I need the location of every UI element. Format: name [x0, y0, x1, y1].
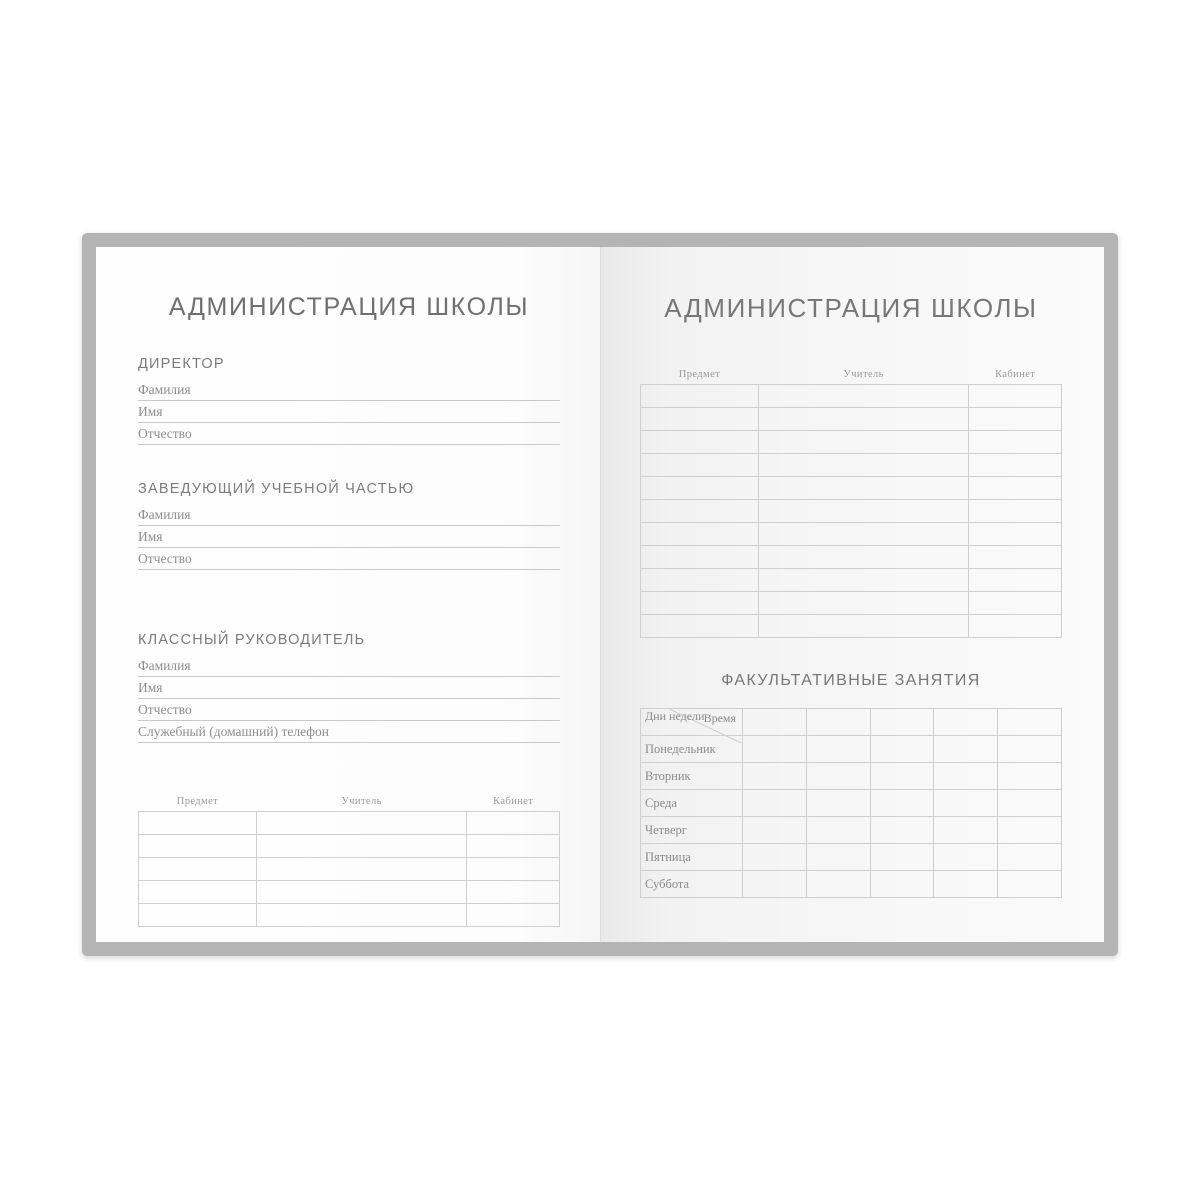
table-cell[interactable]: [641, 500, 759, 523]
day-slot-cell[interactable]: [934, 763, 998, 790]
teacher-patronymic-field[interactable]: [138, 699, 560, 721]
table-row: [139, 881, 560, 904]
teacher-phone-field[interactable]: [138, 721, 560, 743]
table-cell[interactable]: [758, 500, 969, 523]
day-slot-cell[interactable]: [934, 844, 998, 871]
day-label-cell: Вторник: [641, 763, 743, 790]
table-cell[interactable]: [969, 431, 1062, 454]
table-row: [641, 385, 1062, 408]
day-label-cell: Среда: [641, 790, 743, 817]
table-cell[interactable]: [969, 500, 1062, 523]
day-slot-cell[interactable]: [870, 817, 934, 844]
day-slot-cell[interactable]: [743, 790, 807, 817]
table-cell[interactable]: [256, 812, 467, 835]
day-slot-cell[interactable]: [998, 736, 1062, 763]
table-cell[interactable]: [758, 546, 969, 569]
teacher-firstname-field[interactable]: [138, 677, 560, 699]
table-row: [641, 523, 1062, 546]
left-page-title: АДМИНИСТРАЦИЯ ШКОЛЫ: [168, 293, 530, 321]
table-cell[interactable]: [758, 385, 969, 408]
day-slot-cell[interactable]: [806, 844, 870, 871]
day-slot-cell[interactable]: [998, 844, 1062, 871]
head-lastname-field[interactable]: [138, 504, 560, 526]
day-slot-cell[interactable]: [806, 736, 870, 763]
day-slot-cell[interactable]: [998, 871, 1062, 898]
table-cell[interactable]: [758, 477, 969, 500]
day-slot-cell[interactable]: [743, 763, 807, 790]
day-slot-cell[interactable]: [870, 844, 934, 871]
table-row: [641, 592, 1062, 615]
day-label-cell: Четверг: [641, 817, 743, 844]
table-cell[interactable]: [467, 904, 560, 927]
table-cell[interactable]: [758, 615, 969, 638]
time-column-cell[interactable]: [806, 709, 870, 736]
table-cell[interactable]: [256, 835, 467, 858]
table-cell[interactable]: [641, 477, 759, 500]
day-label-cell: Суббота: [641, 871, 743, 898]
table-cell[interactable]: [758, 408, 969, 431]
day-slot-cell[interactable]: [870, 790, 934, 817]
day-slot-cell[interactable]: [934, 817, 998, 844]
corner-days-label: Дни недели: [645, 709, 705, 723]
table-cell[interactable]: [969, 546, 1062, 569]
table-cell[interactable]: [969, 408, 1062, 431]
right-page-title: АДМИНИСТРАЦИЯ ШКОЛЫ: [664, 293, 1038, 323]
optional-header-row: [641, 709, 1062, 736]
days-time-corner-cell: [641, 709, 743, 736]
day-slot-cell[interactable]: [806, 763, 870, 790]
optional-day-row: [641, 844, 1062, 871]
director-firstname-field[interactable]: [138, 401, 560, 423]
table-cell[interactable]: [969, 454, 1062, 477]
table-row: [641, 615, 1062, 638]
table-cell[interactable]: [467, 835, 560, 858]
table-row: [641, 431, 1062, 454]
optional-classes-title: ФАКУЛЬТАТИВНЫЕ ЗАНЯТИЯ: [721, 672, 981, 689]
table-cell[interactable]: [641, 523, 759, 546]
day-label-cell: Понедельник: [641, 736, 743, 763]
table-cell[interactable]: [139, 881, 257, 904]
table-row: [139, 904, 560, 927]
corner-time-label: Время: [703, 711, 737, 725]
table-row: [641, 546, 1062, 569]
table-cell[interactable]: [256, 881, 467, 904]
day-slot-cell[interactable]: [870, 763, 934, 790]
field-label: Фамилия: [138, 658, 191, 673]
day-slot-cell[interactable]: [806, 871, 870, 898]
field-label: Отчество: [138, 426, 192, 441]
day-slot-cell[interactable]: [998, 763, 1062, 790]
right-page: [600, 247, 1104, 942]
table-row: [641, 500, 1062, 523]
table-row: [641, 454, 1062, 477]
field-label: Служебный (домашний) телефон: [138, 724, 329, 739]
table-cell[interactable]: [969, 385, 1062, 408]
table-cell[interactable]: [139, 904, 257, 927]
field-label: Имя: [138, 529, 163, 544]
header-teacher: Учитель: [256, 791, 467, 812]
field-label: Имя: [138, 680, 163, 695]
table-cell[interactable]: [969, 615, 1062, 638]
optional-day-row: [641, 817, 1062, 844]
table-cell[interactable]: [758, 454, 969, 477]
table-cell[interactable]: [641, 408, 759, 431]
left-page: [96, 247, 600, 942]
day-slot-cell[interactable]: [806, 817, 870, 844]
table-cell[interactable]: [758, 592, 969, 615]
director-patronymic-field[interactable]: [138, 423, 560, 445]
table-cell[interactable]: [256, 858, 467, 881]
table-cell[interactable]: [969, 569, 1062, 592]
table-cell[interactable]: [256, 904, 467, 927]
left-subject-table: [138, 791, 560, 927]
header-room: Кабинет: [467, 791, 560, 812]
table-row: [139, 835, 560, 858]
time-column-cell[interactable]: [870, 709, 934, 736]
table-cell[interactable]: [969, 592, 1062, 615]
field-label: Имя: [138, 404, 163, 419]
table-cell[interactable]: [139, 858, 257, 881]
optional-day-row: [641, 763, 1062, 790]
head-firstname-field[interactable]: [138, 526, 560, 548]
table-cell[interactable]: [467, 812, 560, 835]
header-room: Кабинет: [969, 364, 1062, 385]
right-subject-table-wrap: [640, 364, 1062, 638]
day-slot-cell[interactable]: [934, 790, 998, 817]
head-patronymic-field[interactable]: [138, 548, 560, 570]
table-cell[interactable]: [758, 569, 969, 592]
left-subject-table-wrap: [138, 791, 560, 927]
table-cell[interactable]: [641, 592, 759, 615]
table-header-row: [641, 364, 1062, 385]
optional-classes-body: [641, 709, 1062, 898]
table-cell[interactable]: [758, 523, 969, 546]
field-label: Фамилия: [138, 382, 191, 397]
right-subject-table-body: [641, 385, 1062, 638]
table-cell[interactable]: [641, 615, 759, 638]
header-teacher: Учитель: [758, 364, 969, 385]
day-slot-cell[interactable]: [998, 817, 1062, 844]
table-cell[interactable]: [467, 881, 560, 904]
left-subject-table-body: [139, 812, 560, 927]
table-cell[interactable]: [641, 385, 759, 408]
day-slot-cell[interactable]: [998, 790, 1062, 817]
optional-day-row: [641, 790, 1062, 817]
day-slot-cell[interactable]: [743, 844, 807, 871]
director-lastname-field[interactable]: [138, 379, 560, 401]
table-cell[interactable]: [969, 523, 1062, 546]
table-cell[interactable]: [139, 835, 257, 858]
field-label: Отчество: [138, 702, 192, 717]
table-cell[interactable]: [758, 431, 969, 454]
day-slot-cell[interactable]: [934, 871, 998, 898]
day-slot-cell[interactable]: [870, 736, 934, 763]
right-subject-table: [640, 364, 1062, 638]
table-row: [641, 569, 1062, 592]
optional-day-row: [641, 871, 1062, 898]
section-title-head-of-studies: ЗАВЕДУЮЩИЙ УЧЕБНОЙ ЧАСТЬЮ: [138, 481, 415, 497]
day-slot-cell[interactable]: [870, 871, 934, 898]
table-cell[interactable]: [641, 546, 759, 569]
time-column-cell[interactable]: [934, 709, 998, 736]
header-subject: Предмет: [139, 791, 257, 812]
diary-spread: [82, 233, 1118, 956]
table-cell[interactable]: [467, 858, 560, 881]
time-column-cell[interactable]: [743, 709, 807, 736]
section-title-class-teacher: КЛАССНЫЙ РУКОВОДИТЕЛЬ: [138, 632, 366, 648]
day-slot-cell[interactable]: [806, 790, 870, 817]
table-cell[interactable]: [641, 569, 759, 592]
table-header-row: [139, 791, 560, 812]
page-surface: [96, 247, 1104, 942]
table-row: [641, 477, 1062, 500]
page-gutter: [600, 247, 601, 942]
day-slot-cell[interactable]: [743, 817, 807, 844]
table-row: [641, 408, 1062, 431]
section-title-director: ДИРЕКТОР: [138, 356, 225, 372]
teacher-lastname-field[interactable]: [138, 655, 560, 677]
table-row: [139, 812, 560, 835]
table-cell[interactable]: [641, 454, 759, 477]
day-slot-cell[interactable]: [743, 736, 807, 763]
optional-classes-table: [640, 708, 1062, 898]
table-cell[interactable]: [641, 431, 759, 454]
table-cell[interactable]: [139, 812, 257, 835]
field-label: Отчество: [138, 551, 192, 566]
header-subject: Предмет: [641, 364, 759, 385]
day-slot-cell[interactable]: [934, 736, 998, 763]
table-row: [139, 858, 560, 881]
table-cell[interactable]: [969, 477, 1062, 500]
day-slot-cell[interactable]: [743, 871, 807, 898]
day-label-cell: Пятница: [641, 844, 743, 871]
field-label: Фамилия: [138, 507, 191, 522]
time-column-cell[interactable]: [998, 709, 1062, 736]
